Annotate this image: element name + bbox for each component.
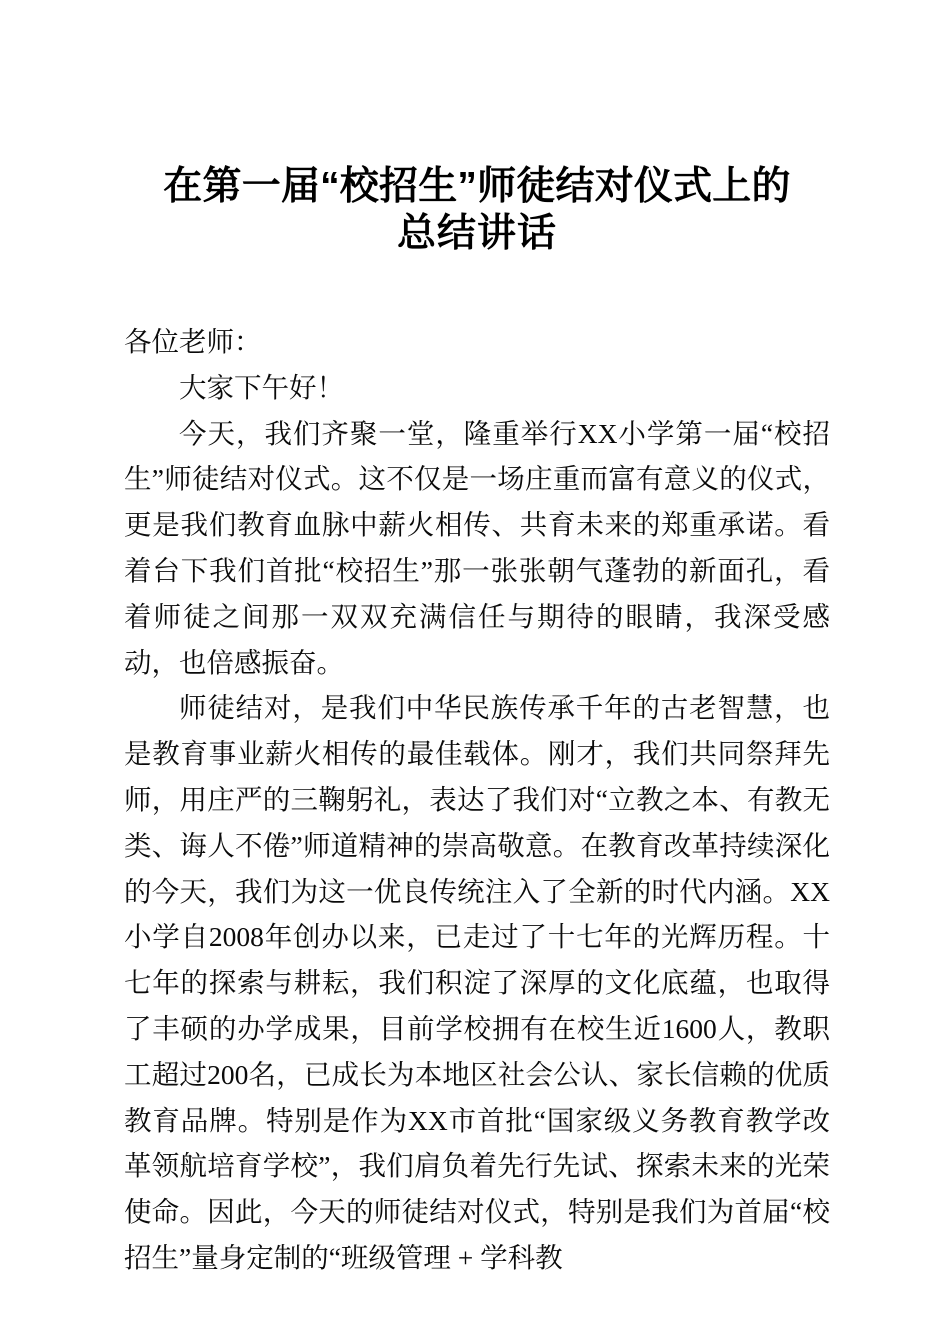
body-paragraph-2: 师徒结对，是我们中华民族传承千年的古老智慧，也是教育事业薪火相传的最佳载体。刚才，我们共同祭拜先师，用庄严的三鞠躬礼，表达了我们对“立教之本、有教无类、诲人不倦”师道精神的崇高敬意。在教育改革持续深化的今天，我们为这一优良传统注入了全新的时代内涵。XX小学自2008年创办以来，已走过了十七年的光辉历程。十七年的探索与耕耘，我们积淀了深厚的文化底蕴，也取得了丰硕的办学成果，目前学校拥有在校生近1600人，教职工超过200名，已成长为本地区社会公认、家长信赖的优质教育品牌。特别是作为XX市首批“国家级义务教育教学改革领航培育学校”，我们肩负着先行先试、探索未来的光荣使命。因此，今天的师徒结对仪式，特别是我们为首届“校招生”量身定制的“班级管理 + 学科教 <box>124 692 830 1273</box>
body-paragraph-1: 今天，我们齐聚一堂，隆重举行XX小学第一届“校招生”师徒结对仪式。这不仅是一场庄重而富有意义的仪式，更是我们教育血脉中薪火相传、共育未来的郑重承诺。看着台下我们首批“校招生”那一张张朝气蓬勃的新面孔，看着师徒之间那一双双充满信任与期待的眼睛，我深受感动，也倍感振奋。 <box>124 417 830 678</box>
title-line-2: 总结讲话 <box>396 212 557 255</box>
greeting-line: 大家下午好！ <box>179 371 344 403</box>
salutation-line: 各位老师： <box>124 326 262 357</box>
document-body <box>124 319 830 1281</box>
page-title <box>124 163 830 257</box>
title-line-1: 在第一届“校招生”师徒结对仪式上的 <box>163 165 791 208</box>
